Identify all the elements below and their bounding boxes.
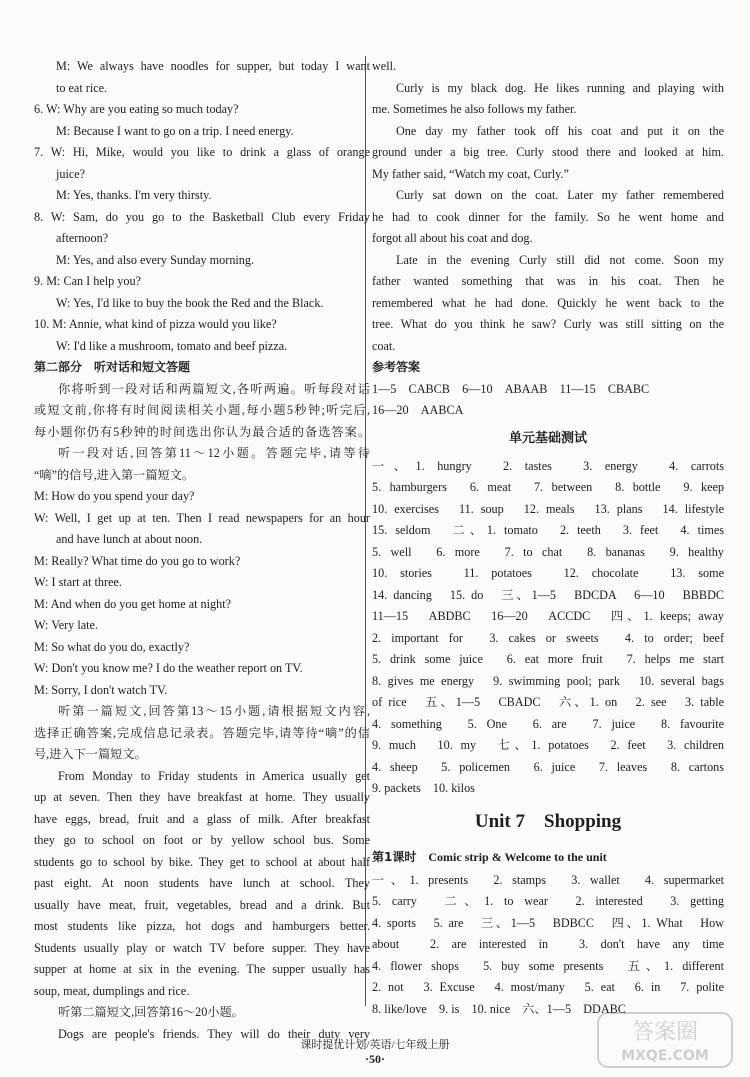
section-heading: 单元基础测试 bbox=[508, 430, 587, 446]
text-line: supper at home at six in the evening. The supper usually has bbox=[34, 962, 370, 976]
text-line: me. Sometimes he also follows my father. bbox=[372, 102, 577, 116]
text-line: soup, meat, dumplings and rice. bbox=[34, 983, 190, 998]
text-line: 选择正确答案,完成信息记录表。答题完毕,请等待“嘀”的信 bbox=[34, 725, 370, 740]
left-column bbox=[34, 56, 370, 1045]
answer-line: 4. something 5. One 6. are 7. juice 8. favourite bbox=[372, 716, 724, 731]
text-line: M: And when do you get home at night? bbox=[34, 596, 232, 611]
answer-line: 9. packets 10. kilos bbox=[372, 781, 475, 795]
text-line: M: Because I want to go on a trip. I need energy. bbox=[56, 123, 294, 138]
text-line: most students like pizza, hot dogs and hamburgers better. bbox=[34, 919, 370, 933]
answer-line: 11—15 ABDBC 16—20 ACCDC 四、1. keeps; away bbox=[372, 609, 724, 623]
text-line: 你将听到一段对话和两篇短文,各听两遍。听每段对话 bbox=[58, 381, 370, 396]
text-line: 8. W: Sam, do you go to the Basketball Club every Friday bbox=[34, 209, 370, 224]
watermark-logo bbox=[590, 1009, 740, 1071]
answer-line: 5. carry 二、1. to wear 2. interested 3. getting bbox=[372, 894, 724, 908]
answer-line: 一、1. hungry 2. tastes 3. energy 4. carrots bbox=[372, 458, 724, 473]
text-line: afternoon? bbox=[56, 231, 109, 245]
text-line: “嘀”的信号,进入第一篇短文。 bbox=[34, 467, 195, 482]
answer-line: about 2. are interested in 3. don't have any time bbox=[372, 937, 724, 951]
text-line: up at seven. Then they have breakfast at home. They usually bbox=[34, 790, 370, 804]
unit-title: Unit 7 Shopping bbox=[474, 810, 622, 832]
text-line: 号,进入下一篇短文。 bbox=[34, 747, 147, 761]
text-line: One day my father took off his coat and put it on the bbox=[396, 123, 724, 138]
answer-line: 4. sports 5. are 三、1—5 BDBCC 四、1. What How bbox=[372, 915, 724, 930]
text-line: juice? bbox=[56, 166, 86, 181]
text-line: 6. W: Why are you eating so much today? bbox=[34, 102, 239, 116]
text-line: 每小题你仍有5秒钟的时间选出你认为最合适的备选答案。 bbox=[34, 424, 370, 439]
answer-line: 4. sheep 5. policemen 6. juice 7. leaves 8. cartons bbox=[372, 759, 724, 774]
text-line: Late in the evening Curly still did not come. Soon my bbox=[396, 252, 724, 267]
watermark-bottom: MXQE.COM bbox=[621, 1048, 709, 1064]
text-line: 7. W: Hi, Mike, would you like to drink a glass of orange bbox=[34, 145, 370, 159]
page-number: ·50· bbox=[364, 1052, 385, 1066]
text-line: My father said, “Watch my coat, Curly.” bbox=[372, 166, 569, 181]
text-line: 10. M: Annie, what kind of pizza would you like? bbox=[34, 317, 277, 331]
text-line: 听一段对话,回答第11～12小题。答题完毕,请等待 bbox=[58, 446, 370, 460]
text-line: M: Yes, thanks. I'm very thirsty. bbox=[56, 188, 212, 202]
text-line: and have lunch at about noon. bbox=[56, 532, 203, 546]
text-line: From Monday to Friday students in America usually get bbox=[58, 768, 370, 783]
lesson-heading bbox=[372, 844, 724, 870]
answer-line: 一、1. presents 2. stamps 3. wallet 4. supermarket bbox=[372, 872, 724, 887]
text-line: he had to cook dinner for the family. So he went home and bbox=[372, 209, 724, 224]
text-line: ground under a big tree. Curly stood there and looked at him. bbox=[372, 145, 724, 159]
text-line: 1—5 CABCB 6—10 ABAAB 11—15 CBABC bbox=[372, 381, 650, 396]
answer-line: 10. stories 11. potatoes 12. chocolate 13. some bbox=[372, 566, 724, 580]
answer-line: 5. well 6. more 7. to chat 8. bananas 9. healthy bbox=[372, 544, 724, 559]
answer-line: 2. not 3. Excuse 4. most/many 5. eat 6. in 7. polite bbox=[372, 980, 724, 994]
text-line: 听第二篇短文,回答第16～20小题。 bbox=[58, 1005, 244, 1019]
text-line: they go to school on foot or by yellow school bus. Some bbox=[34, 833, 370, 847]
text-line: 听第一篇短文,回答第13～15小题,请根据短文内容, bbox=[58, 704, 370, 718]
text-line: W: Yes, I'd like to buy the book the Red and the Black. bbox=[56, 295, 324, 310]
text-line: remembered what he had done. Quickly he went back to the bbox=[372, 295, 724, 310]
answer-line: 4. flower shops 5. buy some presents 五、1. different bbox=[372, 958, 724, 973]
text-line: M: Really? What time do you go to work? bbox=[34, 553, 241, 568]
text-line: 第二部分 听对话和短文答题 bbox=[34, 360, 191, 374]
text-line: Curly is my black dog. He likes running and playing with bbox=[396, 80, 724, 95]
text-line: W: Well, I get up at ten. Then I read newspapers for an hour bbox=[34, 510, 370, 525]
text-line: 参考答案 bbox=[372, 360, 421, 374]
text-line: tree. What do you think he saw? Curly was still sitting on the bbox=[372, 317, 724, 331]
text-line: M: Yes, and also every Sunday morning. bbox=[56, 252, 255, 267]
text-line: W: Very late. bbox=[34, 618, 98, 632]
right-column bbox=[372, 56, 724, 1020]
text-line: to eat rice. bbox=[56, 80, 108, 95]
text-line: 或短文前,你将有时间阅读相关小题,每小题5秒钟;听完后, bbox=[34, 403, 370, 417]
text-line: 16—20 AABCA bbox=[372, 403, 464, 417]
text-line: forgot all about his coat and dog. bbox=[372, 231, 533, 245]
answer-line: 9. much 10. my 七、1. potatoes 2. feet 3. children bbox=[372, 738, 724, 752]
text-line: Students usually play or watch TV before supper. They have bbox=[34, 940, 370, 955]
answer-line: 8. like/love 9. is 10. nice 六、1—5 DDABC bbox=[372, 1001, 626, 1016]
text-line: have eggs, bread, fruit and a glass of milk. After breakfast bbox=[34, 811, 370, 826]
answer-line: 2. important for 3. cakes or sweets 4. to order; beef bbox=[372, 630, 724, 645]
text-line: well. bbox=[372, 59, 397, 73]
answer-line: 14. dancing 15. do 三、1—5 BDCDA 6—10 BBBDC bbox=[372, 587, 724, 602]
lesson-title: Comic strip & Welcome to the unit bbox=[428, 849, 607, 864]
answer-line: of rice 五、1—5 CBADC 六、1. on 2. see 3. table bbox=[372, 695, 724, 709]
answer-line: 5. hamburgers 6. meat 7. between 8. bottle 9. keep bbox=[372, 480, 724, 494]
text-line: past eight. At noon students have lunch at school. They bbox=[34, 876, 370, 890]
text-line: students go to school by bike. They get to school at about half bbox=[34, 854, 370, 869]
text-line: M: Sorry, I don't watch TV. bbox=[34, 682, 168, 697]
text-line: M: How do you spend your day? bbox=[34, 489, 195, 503]
footer-title: 课时提优计划/英语/七年级上册 bbox=[300, 1039, 450, 1051]
text-line: coat. bbox=[372, 338, 396, 353]
text-line: Dogs are people's friends. They will do their duty very bbox=[58, 1026, 370, 1041]
answer-line: 5. drink some juice 6. eat more fruit 7. helps me start bbox=[372, 652, 724, 666]
answer-line: 15. seldom 二、1. tomato 2. teeth 3. feet 4. times bbox=[372, 523, 724, 537]
text-line: 9. M: Can I help you? bbox=[34, 274, 141, 288]
answer-line: 10. exercises 11. soup 12. meals 13. plans 14. lifestyle bbox=[372, 501, 724, 516]
text-line: W: Don't you know me? I do the weather report on TV. bbox=[34, 661, 303, 675]
text-line: W: I start at three. bbox=[34, 575, 122, 589]
text-line: M: So what do you do, exactly? bbox=[34, 639, 190, 654]
text-line: usually have meat, fruit, vegetables, bread and a drink. But bbox=[34, 897, 370, 912]
lesson-number: 第1课时 bbox=[372, 849, 417, 864]
watermark-top: 答案圈 bbox=[631, 1020, 699, 1045]
text-line: W: I'd like a mushroom, tomato and beef pizza. bbox=[56, 338, 288, 353]
answer-line: 8. gives me energy 9. swimming pool; park 10. several bags bbox=[372, 673, 724, 688]
text-line: father wanted something that was in his coat. Then he bbox=[372, 274, 724, 288]
text-line: M: We always have noodles for supper, but today I want bbox=[56, 59, 370, 73]
text-line: Curly sat down on the coat. Later my father remembered bbox=[396, 188, 724, 202]
